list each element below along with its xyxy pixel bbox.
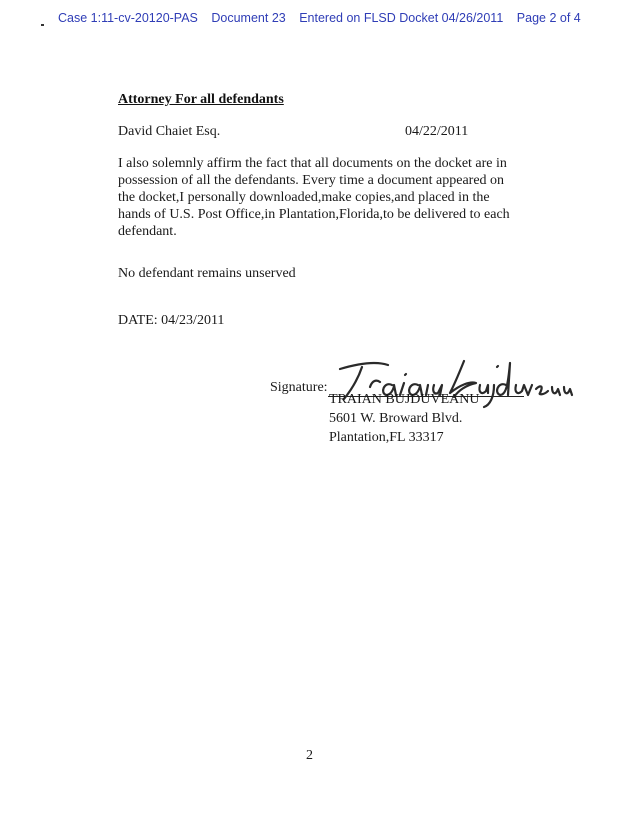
attorney-name: David Chaiet Esq. — [118, 124, 221, 139]
paragraph-line: possession of all the defendants. Every time a document appeared on — [118, 173, 505, 188]
document-number: Document 23 — [211, 11, 286, 25]
paragraph-line: I also solemnly affirm the fact that all documents on the docket are in — [118, 156, 507, 171]
paragraph-line: the docket,I personally downloaded,make copies,and placed in the — [118, 190, 490, 205]
paragraph-line: hands of U.S. Post Office,in Plantation,Florida,to be delivered to each — [118, 207, 510, 222]
signature-label: Signature: — [270, 380, 328, 395]
unserved-note: No defendant remains unserved — [118, 266, 296, 281]
case-number: Case 1:11-cv-20120-PAS — [58, 11, 198, 25]
affirmation-paragraph — [118, 155, 538, 240]
signer-address-line2: Plantation,FL 33317 — [329, 430, 444, 445]
signing-date: DATE: 04/23/2011 — [118, 313, 225, 328]
signature-block — [270, 355, 610, 455]
page-count: Page 2 of 4 — [516, 11, 581, 25]
page-number: 2 — [306, 748, 313, 763]
scan-mark — [41, 24, 44, 26]
signer-address-line1: 5601 W. Broward Blvd. — [329, 411, 463, 426]
paragraph-line: defendant. — [118, 224, 177, 239]
attorney-date: 04/22/2011 — [405, 124, 469, 139]
docket-header — [58, 11, 628, 25]
attorney-heading: Attorney For all defendants — [118, 92, 284, 107]
signer-name: TRAIAN BUJDUVEANU — [329, 392, 480, 407]
entered-date: Entered on FLSD Docket 04/26/2011 — [299, 11, 504, 25]
